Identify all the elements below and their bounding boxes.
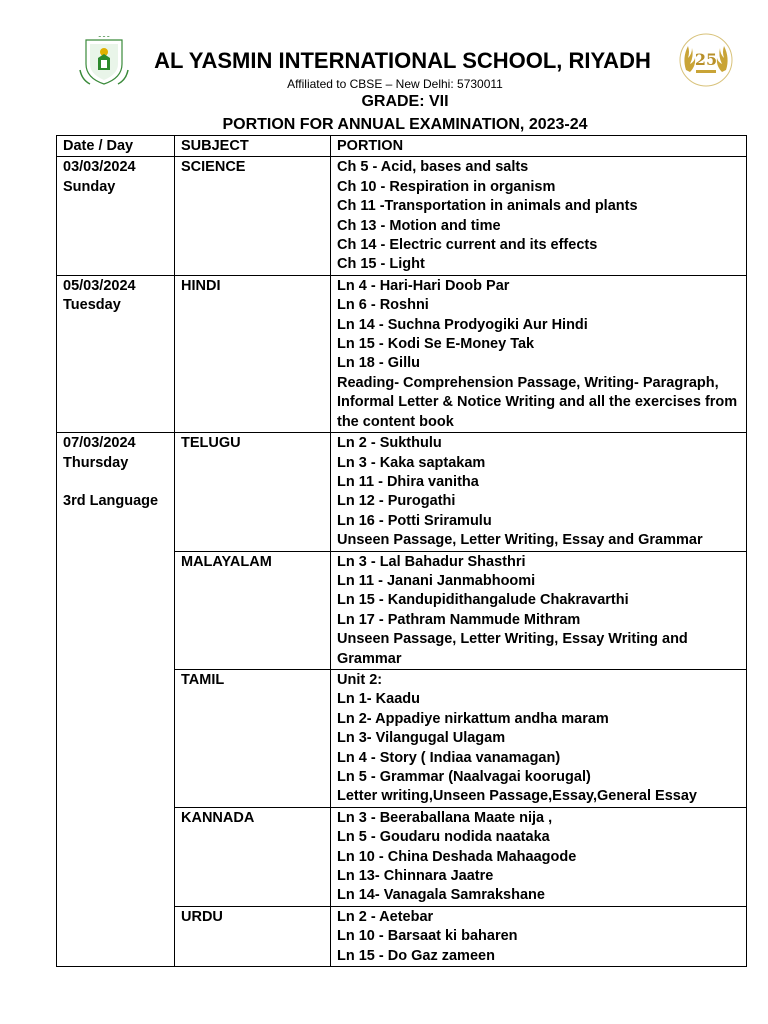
portion-extra: Reading- Comprehension Passage, Writing- Paragraph, Informal Letter & Notice Writing and all the exercises from the content book [337,374,738,430]
svg-text:ـ ـ ـ: ـ ـ ـ [98,31,110,39]
subject-cell: TAMIL [175,669,331,807]
portion-line: Ln 10 - Barsaat ki baharen [337,928,518,945]
portion-line: Ln 17 - Pathram Nammude Mithram [337,611,581,628]
date-cell [57,157,175,275]
exam-day: Sunday [63,178,116,195]
portion-line: Ln 18 - Gillu [337,355,420,372]
portion-line: Ln 4 - Hari-Hari Doob Par [337,277,510,294]
exam-day: Thursday [63,454,129,471]
portion-line: Ln 14- Vanagala Samrakshane [337,887,545,904]
grade-title: GRADE: VII [361,93,449,110]
portion-cell [331,551,747,669]
portion-line: Unit 2: [337,671,383,688]
portion-cell [331,906,747,966]
portion-line: Ln 11 - Janani Janmabhoomi [337,572,536,589]
table-row [57,433,747,551]
exam-date: 07/03/2024 [63,435,136,452]
school-name: AL YASMIN INTERNATIONAL SCHOOL, RIYADH [154,48,651,73]
portion-extra: Unseen Passage, Letter Writing, Essay and Grammar [337,532,703,549]
portion-cell [331,275,747,432]
portion-line: Ln 5 - Grammar (Naalvagai koorugal) [337,769,591,785]
portion-line: Ln 13- Chinnara Jaatre [337,868,494,885]
portion-line: Ln 3 - Kaka saptakam [337,454,486,471]
date-cell [57,433,175,967]
portion-line: Ln 15 - Do Gaz zameen [337,947,495,964]
portion-line: Ln 2 - Sukthulu [337,435,442,452]
portion-line: Ln 4 - Story ( Indiaa vanamagan) [337,749,561,766]
table-header-row [57,136,747,157]
subject-cell: KANNADA [175,807,331,906]
portion-line: Ln 3- Vilangugal Ulagam [337,730,506,747]
exam-date: 03/03/2024 [63,159,136,176]
emblem-number: 25 [694,50,718,69]
portion-line: Ch 13 - Motion and time [337,217,501,234]
column-header-date: Date / Day [57,136,175,157]
portion-line: Ln 2- Appadiye nirkattum andha maram [337,710,609,727]
exam-schedule-table [56,135,747,967]
exam-date: 05/03/2024 [63,277,136,294]
portion-line: Ch 10 - Respiration in organism [337,178,556,195]
portion-cell [331,157,747,275]
table-row [57,157,747,275]
portion-line: Ln 6 - Roshni [337,297,429,314]
column-header-subject: SUBJECT [175,136,331,157]
portion-line: Ln 16 - Potti Sriramulu [337,512,492,529]
affiliation-text: Affiliated to CBSE – New Delhi: 5730011 [287,77,503,91]
portion-line: Ln 3 - Lal Bahadur Shasthri [337,553,526,570]
exam-day: Tuesday [63,297,121,314]
portion-line: Ln 15 - Kodi Se E-Money Tak [337,336,535,353]
portion-line: Ln 10 - China Deshada Mahaagode [337,848,577,865]
portion-cell [331,669,747,807]
portion-line: Ln 3 - Beeraballana Maate nija , [337,809,553,826]
portion-line: Ln 12 - Purogathi [337,493,456,510]
language-note: 3rd Language [63,493,159,510]
portion-line: Ln 5 - Goudaru nodida naataka [337,829,550,846]
portion-extra: Letter writing,Unseen Passage,Essay,General Essay [337,788,697,805]
subject-cell: SCIENCE [175,157,331,275]
portion-line: Ch 5 - Acid, bases and salts [337,159,529,176]
portion-line: Ln 11 - Dhira vanitha [337,473,479,490]
portion-line: Ln 14 - Suchna Prodyogiki Aur Hindi [337,316,588,333]
portion-line: Ln 2 - Aetebar [337,908,434,925]
portion-cell [331,807,747,906]
portion-extra: Unseen Passage, Letter Writing, Essay Writing and Grammar [337,631,688,667]
column-header-portion: PORTION [331,136,747,157]
portion-cell [331,433,747,551]
date-cell [57,275,175,432]
subject-cell: TELUGU [175,433,331,551]
exam-title: PORTION FOR ANNUAL EXAMINATION, 2023-24 [222,116,588,133]
subject-cell: HINDI [175,275,331,432]
portion-line: Ch 14 - Electric current and its effects [337,237,598,254]
portion-line: Ln 15 - Kandupidithangalude Chakravarthi [337,592,629,609]
table-row [57,275,747,432]
subject-cell: URDU [175,906,331,966]
portion-line: Ch 15 - Light [337,256,425,273]
subject-cell: MALAYALAM [175,551,331,669]
portion-line: Ch 11 -Transportation in animals and plants [337,198,638,215]
portion-line: Ln 1- Kaadu [337,691,420,708]
